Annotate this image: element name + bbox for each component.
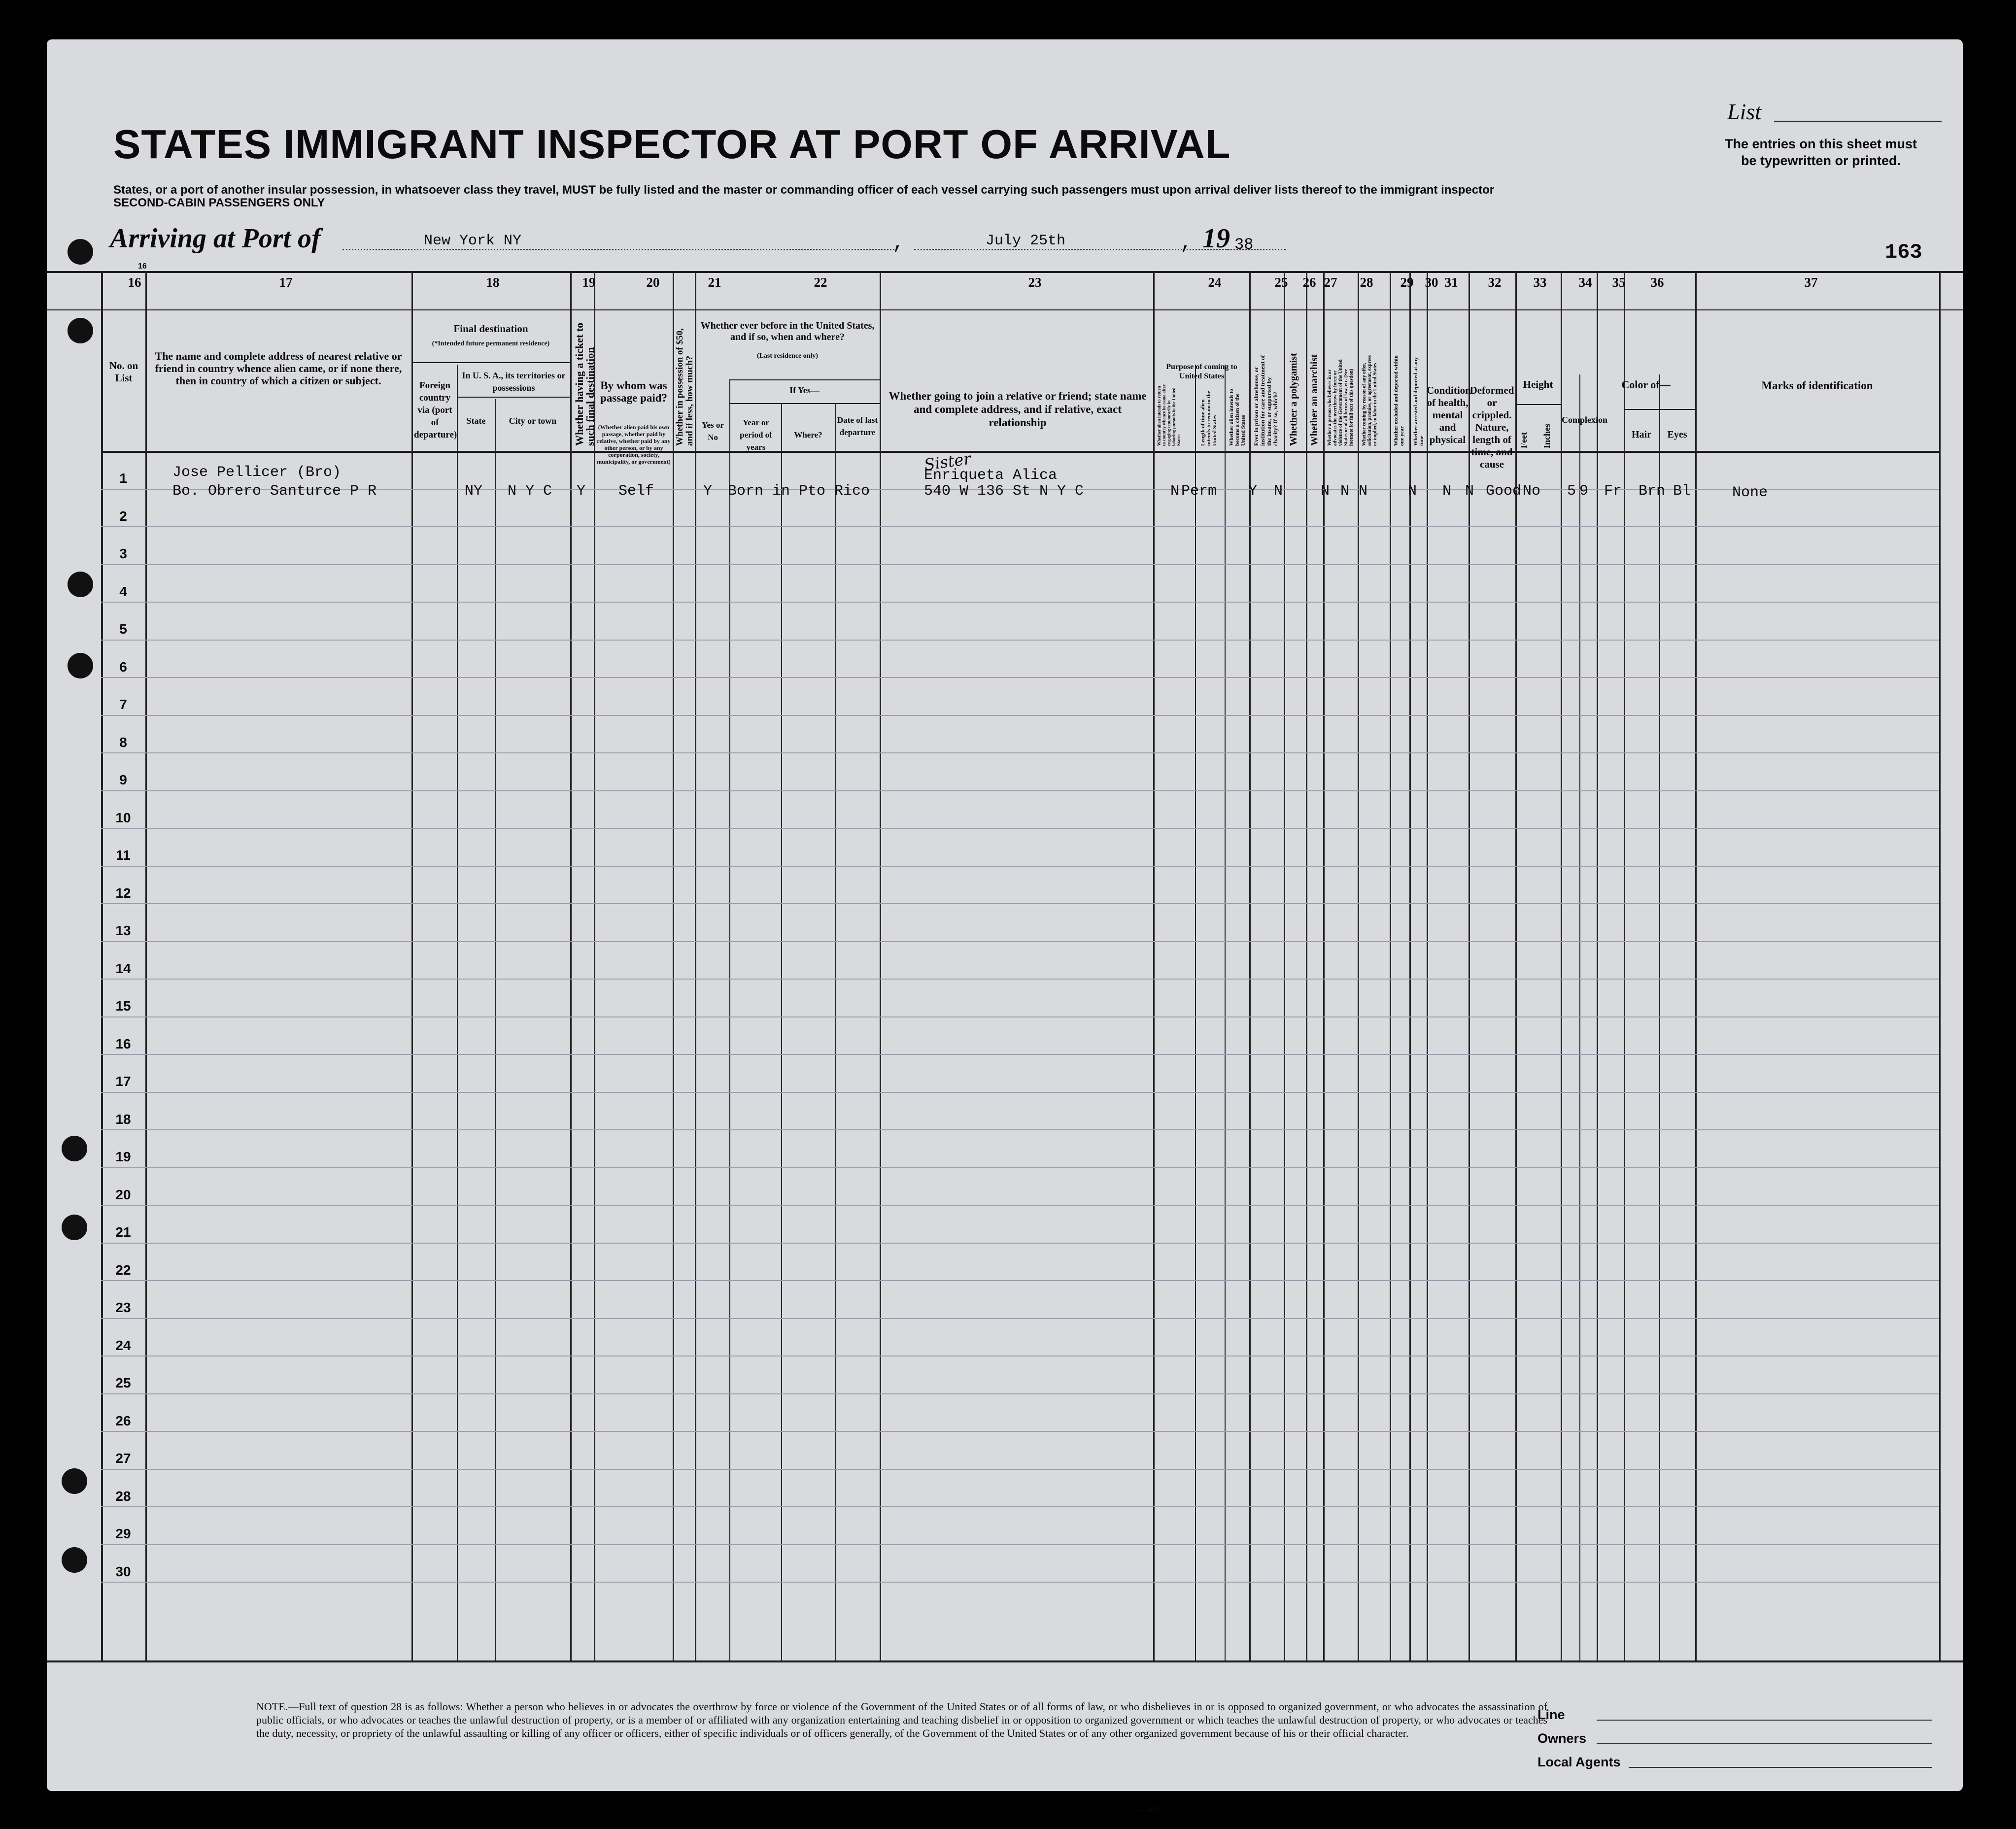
entry-polygamist: N	[1321, 483, 1330, 500]
col22-where-header: Where?	[794, 430, 822, 440]
column-number: 29	[1400, 275, 1414, 290]
col22-header: Whether ever before in the United States, and if so, when and where?	[700, 320, 875, 342]
colnum-rule	[47, 309, 1963, 310]
column-number: 16	[128, 275, 141, 290]
row-number: 24	[115, 1337, 131, 1353]
col-border	[1624, 271, 1625, 1660]
punch-hole	[62, 1215, 87, 1240]
col16-header: No. on List	[109, 360, 138, 384]
col27-header: Whether an anarchist	[1309, 354, 1320, 446]
punch-hole	[62, 1547, 87, 1573]
entry-overthrow: N	[1359, 483, 1368, 500]
row-number: 11	[116, 847, 131, 863]
row-rule	[101, 1393, 1939, 1394]
col-border	[145, 271, 147, 1660]
row-number: 5	[119, 621, 127, 637]
column-number: 20	[646, 275, 660, 290]
row-number: 13	[115, 923, 131, 938]
col-border	[1323, 271, 1325, 1660]
col22-period-header: Year or period of years	[740, 418, 772, 452]
entry-join-address: 540 W 136 St N Y C	[924, 483, 1084, 500]
column-header-rule	[101, 451, 1939, 453]
sheet-number: 163	[1885, 240, 1922, 264]
column-number: 28	[1360, 275, 1373, 290]
entry-height-inches: 9	[1579, 483, 1589, 500]
col24-return-header: Whether alien intends to return to country whence he came after engaging temporarily in laboring pursuits in the United States	[1157, 384, 1181, 446]
row-rule	[101, 1582, 1939, 1583]
entry-excluded: N	[1442, 483, 1452, 500]
entry-city: N Y C	[508, 483, 552, 500]
col25-header: Ever in prison or almshouse, or institution for care and treatment of the insane, or supported by charity? If so, which?	[1253, 355, 1279, 446]
row-rule	[101, 1016, 1939, 1017]
col18-city-header: City or town	[509, 416, 557, 426]
col17-header: The name and complete address of nearest relative or friend in country whence alien came, or if none there, then in country of which a citizen or subject.	[155, 350, 402, 387]
row-rule	[101, 1243, 1939, 1244]
col34-feet-header: Feet	[1519, 432, 1529, 448]
row-rule	[101, 903, 1939, 904]
punch-hole	[68, 653, 93, 678]
col18-subheader: (*Intended future permanent residence)	[432, 340, 550, 347]
col20-header: By whom was passage paid?	[600, 379, 668, 404]
col-border	[1515, 271, 1517, 1660]
col-border	[1358, 271, 1359, 1660]
header-rule	[47, 271, 1963, 273]
row-number: 20	[115, 1186, 131, 1202]
col21-header: Whether in possession of $50, and if less, how much?	[675, 328, 695, 446]
column-number: 19	[582, 275, 596, 290]
entry-marks: None	[1732, 484, 1768, 501]
col-border	[1390, 271, 1391, 1660]
row-number: 23	[115, 1300, 131, 1315]
col22-subheader: (Last residence only)	[756, 352, 819, 360]
year-prefix: 19	[1202, 223, 1230, 254]
port-value: New York NY	[424, 233, 522, 249]
row-rule	[101, 1355, 1939, 1356]
column-number: 34	[1578, 275, 1592, 290]
row-rule	[101, 1280, 1939, 1281]
col-border	[1579, 374, 1580, 1660]
col35-header: Complexion	[1562, 415, 1608, 425]
row-number: 21	[115, 1224, 131, 1240]
col-border	[495, 399, 496, 1660]
col-border	[1225, 365, 1226, 1660]
entry-complexion: Fr	[1604, 483, 1622, 500]
column-number: 30	[1425, 275, 1438, 290]
col18-state-header: State	[466, 416, 486, 426]
column-number: 24	[1208, 275, 1222, 290]
col-border	[1409, 271, 1411, 1660]
entry-deported: N	[1465, 483, 1474, 500]
col28-header: Whether a person who believes in or advocates the overthrow by force or violence of the Government of the United States or of all forms of law, etc. (See footnote for full text of this question)	[1327, 359, 1354, 446]
year-suffix: 38	[1234, 236, 1254, 254]
punch-hole	[68, 239, 93, 265]
col-border	[1561, 271, 1562, 1660]
header-cabin-class: SECOND-CABIN PASSENGERS ONLY	[113, 196, 325, 209]
col-border	[1249, 271, 1251, 1660]
row-number: 18	[115, 1111, 131, 1127]
col-border	[594, 271, 595, 1660]
row-rule	[101, 790, 1939, 791]
entry-relative-address: Bo. Obrero Santurce P R	[172, 483, 377, 500]
row-number: 28	[115, 1488, 131, 1504]
row-rule	[101, 828, 1939, 829]
row-rule	[101, 602, 1939, 603]
col-border	[1306, 271, 1307, 1660]
entry-health: Good	[1486, 483, 1522, 500]
row-rule	[101, 866, 1939, 867]
row-rule	[101, 1469, 1939, 1470]
manifest-sheet: STATES IMMIGRANT INSPECTOR AT PORT OF ARRIVAL States, or a port of another insular possession, in whatsoever class they travel, MUST be fully listed and the master or commanding officer of each vessel carrying such passengers must upon arrival deliver lists thereof to the immigrant inspector SECOND-CABIN PASSENGERS ONLY List The entries on this sheet must be typewritten or printed. Arriving at Port of New York NY , July 25th , 19 38 163 16 16 17 18 19 20 21 22 23 24 25 26 27 28 29 30 31 32 33 34 35 36 37 No. on List The name and complete address of nearest relative or friend in country whence alien came, or if none there, then in country of which a citizen or subject. Final destination (*Intended future permanent residence) Foreign country via (port of departure) In U. S. A., its territories or possessions State City or town Whether having a ticket to such final destination By whom was passage paid? (Whether alien paid his own passage, whether paid by relative, whether paid by any other person, or by any corporation, society, municipality, or government) Whether in possession of $50, and if less, how much? Whether ever before in the United States, and if so, when and where? (Last residence only) If Yes— Yes or No Year or period of years Where? Date of last departure Whether going to join a relative or friend; state name and complete address, and if relative, exact relationship Purpose of coming to United States Whether alien intends to return to country whence he came after engaging temporarily in laboring pursuits in the United States Length of time alien intends to remain in the United States Whether alien intends to become a citizen of the United States Ever in prison or almshouse, or institution for care and treatment of the insane, or supported by charity? If so, which? Whether a polygamist Whether an anarchist Whether a person who believes in or advocates the overthrow by force or violence of the Government of the United States or of all forms of law, etc. (See footnote for full text of this question) Whether coming by reason of any offer, solicitation, promise, or agreement, express or implied, to labor in the United States Whether excluded and deported within one year Whether arrested and deported at any time Condition of health, mental and physical Deformed or crippled. Nature, length of time, and cause Height Feet Inches Complexion Color of— Hair Eyes Marks of identification 1 2 3 4 5 6 7 8 9 10 11 12 13 14 15 16 17 18 19 20 21 22 23 24 25 26 27 28 29 30 Jose Pellicer (Bro) Bo. Obrero Santurce P R NY N Y C Y Self Y Born in Pto Rico Sister Enriqueta Alica 540 W 136 St N Y C N Perm Y N N N N N N N Good No 5 9 Fr Brn Bl None NOTE.—Full text of question 28 is as follows: Whether a person who believes in or advocates the overthrow by force or violence of the Government of the United States or of all forms of law, or who disbelieves in or is opposed to organized government, or who advocates the assassination of public officials, or who advocates or teaches the unlawful destruction of property, or is a member of or affiliated with any organization entertaining and teaching disbelief in or opposition to organized government or which teaches the unlawful destruction of property, or who advocates or teaches the duty, necessity, or propriety of the unlawful assaulting or killing of any officer or officers, either of specific individuals or of officers generally, of the Government of the United States or of any other organized government because of his or their official character. 14—430 Line Owners Local Agents	[47, 39, 1963, 1791]
line-field	[1597, 1720, 1932, 1721]
footnote-question-28: NOTE.—Full text of question 28 is as follows: Whether a person who believes in or advocates the overthrow by force or violence of the Government of the United States or of all forms of law, or who disbelieves in or is opposed to organized government, or who advocates the assassination of public officials, or who advocates or teaches the unlawful destruction of property, or is a member of or affiliated with any organization entertaining and teaching disbelief in or opposition to organized government or which teaches the unlawful destruction of property, or who advocates or teaches the duty, necessity, or propriety of the unlawful assaulting or killing of any officer or officers, either of specific individuals or of officers generally, of the Government of the United States or of any other organized government because of his or their official character.	[256, 1700, 1547, 1739]
row-number: 25	[115, 1375, 131, 1390]
column-number: 26	[1302, 275, 1316, 290]
line-label: Line	[1538, 1707, 1565, 1722]
row-number: 9	[119, 772, 127, 787]
col-border	[1469, 271, 1470, 1660]
col34-header: Height	[1523, 378, 1553, 390]
page-title: STATES IMMIGRANT INSPECTOR AT PORT OF ARRIVAL	[113, 121, 1231, 167]
entry-prison: N	[1274, 483, 1283, 500]
row-rule	[101, 1318, 1939, 1319]
list-number-line	[1774, 121, 1942, 122]
row-rule	[101, 715, 1939, 716]
column-tick-mark: 16	[138, 262, 147, 271]
entry-passage-paid: Self	[618, 483, 654, 500]
col-border	[695, 271, 696, 1660]
entry-has-50: Y	[703, 483, 713, 500]
punch-hole	[68, 318, 93, 343]
row-rule	[101, 640, 1939, 641]
punch-hole	[62, 1468, 87, 1494]
row-rule	[101, 564, 1939, 565]
row-number: 8	[119, 734, 127, 750]
col30-header: Whether excluded and deported within one year	[1393, 355, 1405, 446]
column-number: 31	[1444, 275, 1458, 290]
entry-ticket: Y	[577, 483, 586, 500]
row-number: 22	[115, 1262, 131, 1278]
col-border	[1597, 271, 1598, 1660]
col32-header: Condition of health, mental and physical	[1427, 384, 1471, 445]
col24-header: Purpose of coming to United States	[1166, 363, 1237, 380]
column-number: 36	[1650, 275, 1664, 290]
col22-ifyes-header: If Yes—	[789, 385, 820, 395]
local-agents-label: Local Agents	[1538, 1755, 1621, 1769]
header-subtitle: States, or a port of another insular possession, in whatsoever class they travel, MUST be fully listed and the master or commanding officer of each vessel carrying such passengers must upon arrival deliver lists thereof to the immigrant inspector	[113, 183, 1495, 197]
row-rule	[101, 1431, 1939, 1432]
col36-header: Color of—	[1621, 378, 1671, 391]
entry-height-feet: 5	[1567, 483, 1576, 500]
column-number: 21	[708, 275, 721, 290]
row-rule	[101, 1054, 1939, 1055]
col24-length-header: Length of time alien intends to remain in the United States	[1200, 391, 1218, 446]
col-border	[1153, 271, 1155, 1660]
entry-deformed: No	[1523, 483, 1541, 500]
entry-relative-name: Jose Pellicer (Bro)	[172, 464, 342, 481]
row-number: 2	[119, 508, 127, 524]
column-number: 27	[1324, 275, 1337, 290]
entries-instruction: The entries on this sheet must be typewritten or printed.	[1724, 136, 1917, 168]
owners-label: Owners	[1538, 1731, 1587, 1746]
row-number: 1	[119, 471, 127, 486]
col26-header: Whether a polygamist	[1288, 353, 1299, 446]
row-number: 10	[115, 810, 131, 825]
owners-field	[1597, 1743, 1932, 1744]
row-rule	[101, 1506, 1939, 1507]
col31-header: Whether arrested and deported at any time	[1413, 357, 1425, 446]
year-dotted-line	[1227, 249, 1286, 250]
col19-header: Whether having a ticket to such final destination	[573, 322, 596, 446]
local-agents-field	[1629, 1767, 1932, 1768]
col23-header: Whether going to join a relative or friend; state name and complete address, and if relative, exact relationship	[888, 390, 1147, 429]
row-number: 12	[115, 885, 131, 901]
col36-eyes-header: Eyes	[1667, 429, 1687, 440]
row-number: 3	[119, 546, 127, 561]
col-border	[1427, 271, 1428, 1660]
col-border	[835, 404, 836, 1660]
row-number: 29	[115, 1526, 131, 1541]
row-rule	[101, 1092, 1939, 1093]
row-rule	[101, 1129, 1939, 1130]
list-label: List	[1727, 99, 1762, 124]
col-border	[781, 404, 782, 1660]
col-border	[411, 271, 413, 1660]
col33-header: Deformed or crippled. Nature, length of time, and cause	[1469, 384, 1514, 470]
arriving-label: Arriving at Port of	[110, 223, 321, 254]
entry-join-annotation: Sister	[923, 449, 972, 474]
row-rule	[101, 677, 1939, 678]
row-number: 6	[119, 659, 127, 675]
col22-yesno-header: Yes or No	[702, 420, 724, 442]
row-number: 17	[115, 1074, 131, 1089]
col-border	[1695, 271, 1697, 1660]
column-number: 33	[1533, 275, 1547, 290]
row-number: 4	[119, 583, 127, 599]
column-number: 23	[1028, 275, 1042, 290]
col29-header: Whether coming by reason of any offer, solicitation, promise, or agreement, express or implied, to labor in the United States	[1362, 355, 1378, 446]
col-border	[1939, 271, 1941, 1660]
row-number: 15	[115, 998, 131, 1014]
column-number: 37	[1804, 275, 1818, 290]
date-value: July 25th	[986, 233, 1066, 249]
row-rule	[101, 941, 1939, 942]
entry-labor-offer: N	[1408, 483, 1417, 500]
row-number: 16	[115, 1036, 131, 1051]
row-number: 26	[115, 1413, 131, 1428]
entry-before-in-us: Born in Pto Rico	[728, 483, 870, 500]
col18-usa-header: In U. S. A., its territories or possessions	[462, 371, 566, 393]
col20-subheader: (Whether alien paid his own passage, whether paid by relative, whether paid by any other person, or by any corporation, society, municipality, or government)	[597, 424, 671, 465]
row-rule	[101, 979, 1939, 980]
column-number: 35	[1612, 275, 1626, 290]
entry-length-of-stay: Perm	[1181, 483, 1217, 500]
row-number: 30	[115, 1563, 131, 1579]
column-number: 17	[279, 275, 293, 290]
entry-hair: Brn	[1639, 483, 1666, 500]
col-border	[570, 271, 572, 1660]
row-rule	[101, 1205, 1939, 1206]
col-border	[1195, 365, 1196, 1660]
form-number: 14—430	[1131, 1805, 1161, 1814]
col-border	[673, 271, 674, 1660]
column-number: 32	[1488, 275, 1502, 290]
entry-eyes: Bl	[1673, 483, 1691, 500]
row-rule	[101, 752, 1939, 753]
col-border	[457, 365, 458, 1660]
punch-hole	[68, 572, 93, 597]
row-number: 19	[115, 1149, 131, 1164]
entry-citizen-intent: Y	[1248, 483, 1258, 500]
row-rule	[101, 1544, 1939, 1545]
row-rule	[101, 526, 1939, 527]
row-number: 7	[119, 697, 127, 712]
column-number: 25	[1274, 275, 1288, 290]
col22-date-header: Date of last departure	[837, 415, 878, 437]
row-number: 14	[115, 960, 131, 976]
col-border	[1659, 374, 1660, 1660]
table-bottom-rule	[47, 1660, 1963, 1662]
col-border	[880, 271, 881, 1660]
punch-hole	[62, 1136, 87, 1161]
column-number: 18	[486, 275, 500, 290]
col34-inches-header: Inches	[1542, 423, 1552, 448]
row-number: 27	[115, 1451, 131, 1466]
col37-header: Marks of identification	[1761, 379, 1873, 392]
column-number: 22	[814, 275, 827, 290]
row-rule	[101, 1167, 1939, 1168]
entry-join-name: Enriqueta Alica	[924, 467, 1058, 484]
entry-return-intent: N	[1170, 483, 1180, 500]
col18-header: Final destination	[453, 323, 528, 335]
col24-citizen-header: Whether alien intends to become a citizen of the United States	[1229, 389, 1246, 446]
entry-anarchist: N	[1340, 483, 1350, 500]
col36-hair-header: Hair	[1632, 429, 1651, 440]
col18-foreign-header: Foreign country via (port of departure)	[414, 380, 457, 440]
col-border	[1284, 271, 1285, 1660]
entry-state: NY	[465, 483, 483, 500]
